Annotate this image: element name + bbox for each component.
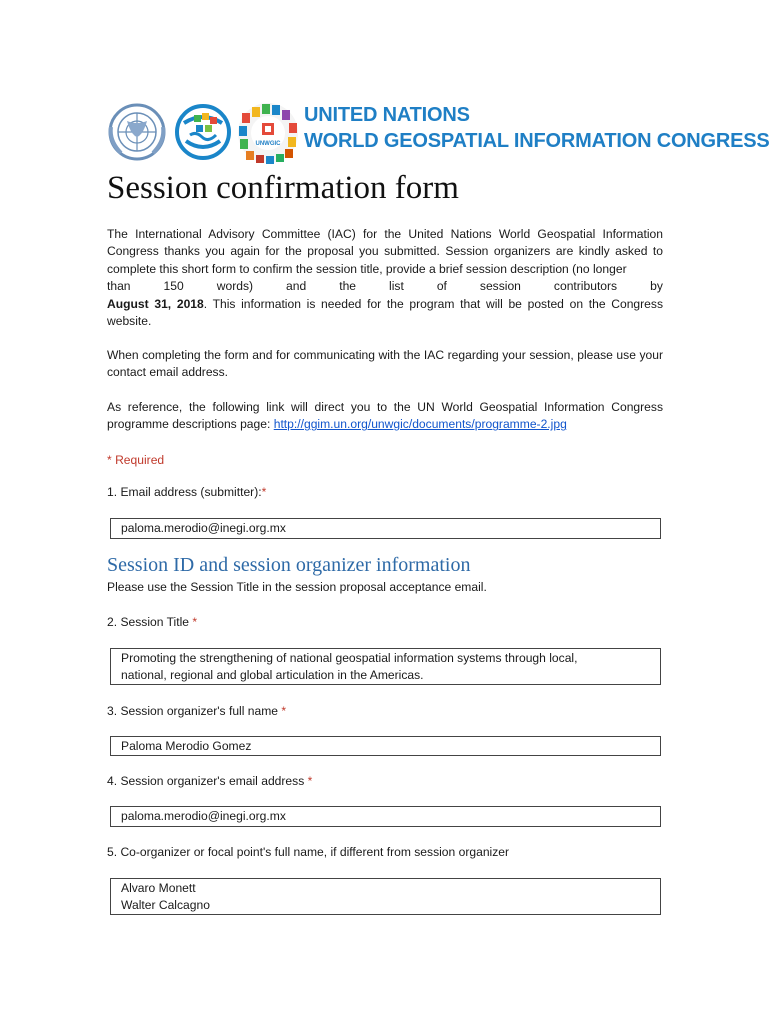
section-description: Please use the Session Title in the session proposal acceptance email. (107, 580, 487, 594)
q1-label-text: 1. Email address (submitter): (107, 485, 262, 499)
q4-label-text: 4. Session organizer's email address (107, 774, 308, 788)
q1-label (107, 484, 663, 501)
co-organizer-field[interactable] (110, 878, 661, 915)
email-instruction: When completing the form and for communicating with the IAC regarding your session, please use your contact email address. (107, 348, 663, 380)
intro-after: . This information is needed for the program that will be posted on the Congress website. (107, 296, 663, 329)
word: the (339, 279, 357, 294)
reference-paragraph (107, 399, 663, 434)
header (107, 98, 770, 166)
q2-label-text: 2. Session Title (107, 615, 193, 629)
programme-link[interactable]: http://ggim.un.org/unwgic/documents/programme-2.jpg (273, 417, 567, 432)
header-title-line2: WORLD GEOSPATIAL INFORMATION CONGRESS (304, 130, 770, 152)
required-star: * (192, 615, 198, 629)
word: words) (216, 279, 254, 294)
q5-label: 5. Co-organizer or focal point's full name, if different from session organizer (107, 845, 510, 859)
word: session (479, 279, 521, 294)
word: of (436, 279, 447, 294)
un-emblem-icon (107, 101, 167, 163)
deadline: August 31, 2018 (107, 296, 204, 311)
co-organizer-line1: Alvaro Monett (121, 881, 196, 895)
ggim-logo-icon (172, 101, 234, 163)
email-field[interactable]: paloma.merodio@inegi.org.mx (110, 518, 661, 539)
word: by (650, 279, 663, 294)
organizer-name-field[interactable]: Paloma Merodio Gomez (110, 736, 661, 756)
word: contributors (553, 279, 618, 294)
intro-text: The International Advisory Committee (IAC) for the United Nations World Geospatial Information Congress thanks you again for the proposal you submitted. Session organizers are kindly asked to complete this short form to confirm the session title, provide a brief session description (no longer (107, 227, 663, 276)
header-title-line1: UNITED NATIONS (304, 104, 470, 126)
intro-paragraph (107, 226, 663, 330)
reference-text: As reference, the following link will direct you to the UN World Geospatial Information Congress programme descriptions page: (107, 400, 663, 432)
page-title: Session confirmation form (107, 170, 459, 206)
word: 150 (163, 279, 184, 294)
session-title-line2: national, regional and global articulation in the Americas. (121, 668, 424, 683)
word: than (107, 279, 131, 294)
required-note: * Required (107, 453, 165, 467)
intro-deadline-line (107, 296, 663, 331)
q2-label (107, 614, 663, 631)
session-title-field[interactable] (110, 648, 661, 685)
required-star: * (281, 704, 287, 718)
congress-title (304, 102, 770, 154)
required-star: * (261, 485, 267, 499)
word: list (389, 279, 404, 294)
session-title-line1: Promoting the strengthening of national geospatial information systems through local, (121, 651, 578, 665)
intro-justified-line (107, 278, 663, 295)
organizer-email-field[interactable]: paloma.merodio@inegi.org.mx (110, 806, 661, 827)
svg-text:UNWGIC: UNWGIC (255, 141, 281, 147)
section-heading: Session ID and session organizer information (107, 554, 471, 576)
word: and (286, 279, 307, 294)
q3-label (107, 703, 663, 720)
co-organizer-line2: Walter Calcagno (121, 898, 210, 913)
unwgic-logo-icon (236, 101, 300, 165)
required-star: * (307, 774, 313, 788)
q4-label (107, 773, 663, 790)
q3-label-text: 3. Session organizer's full name (107, 704, 282, 718)
